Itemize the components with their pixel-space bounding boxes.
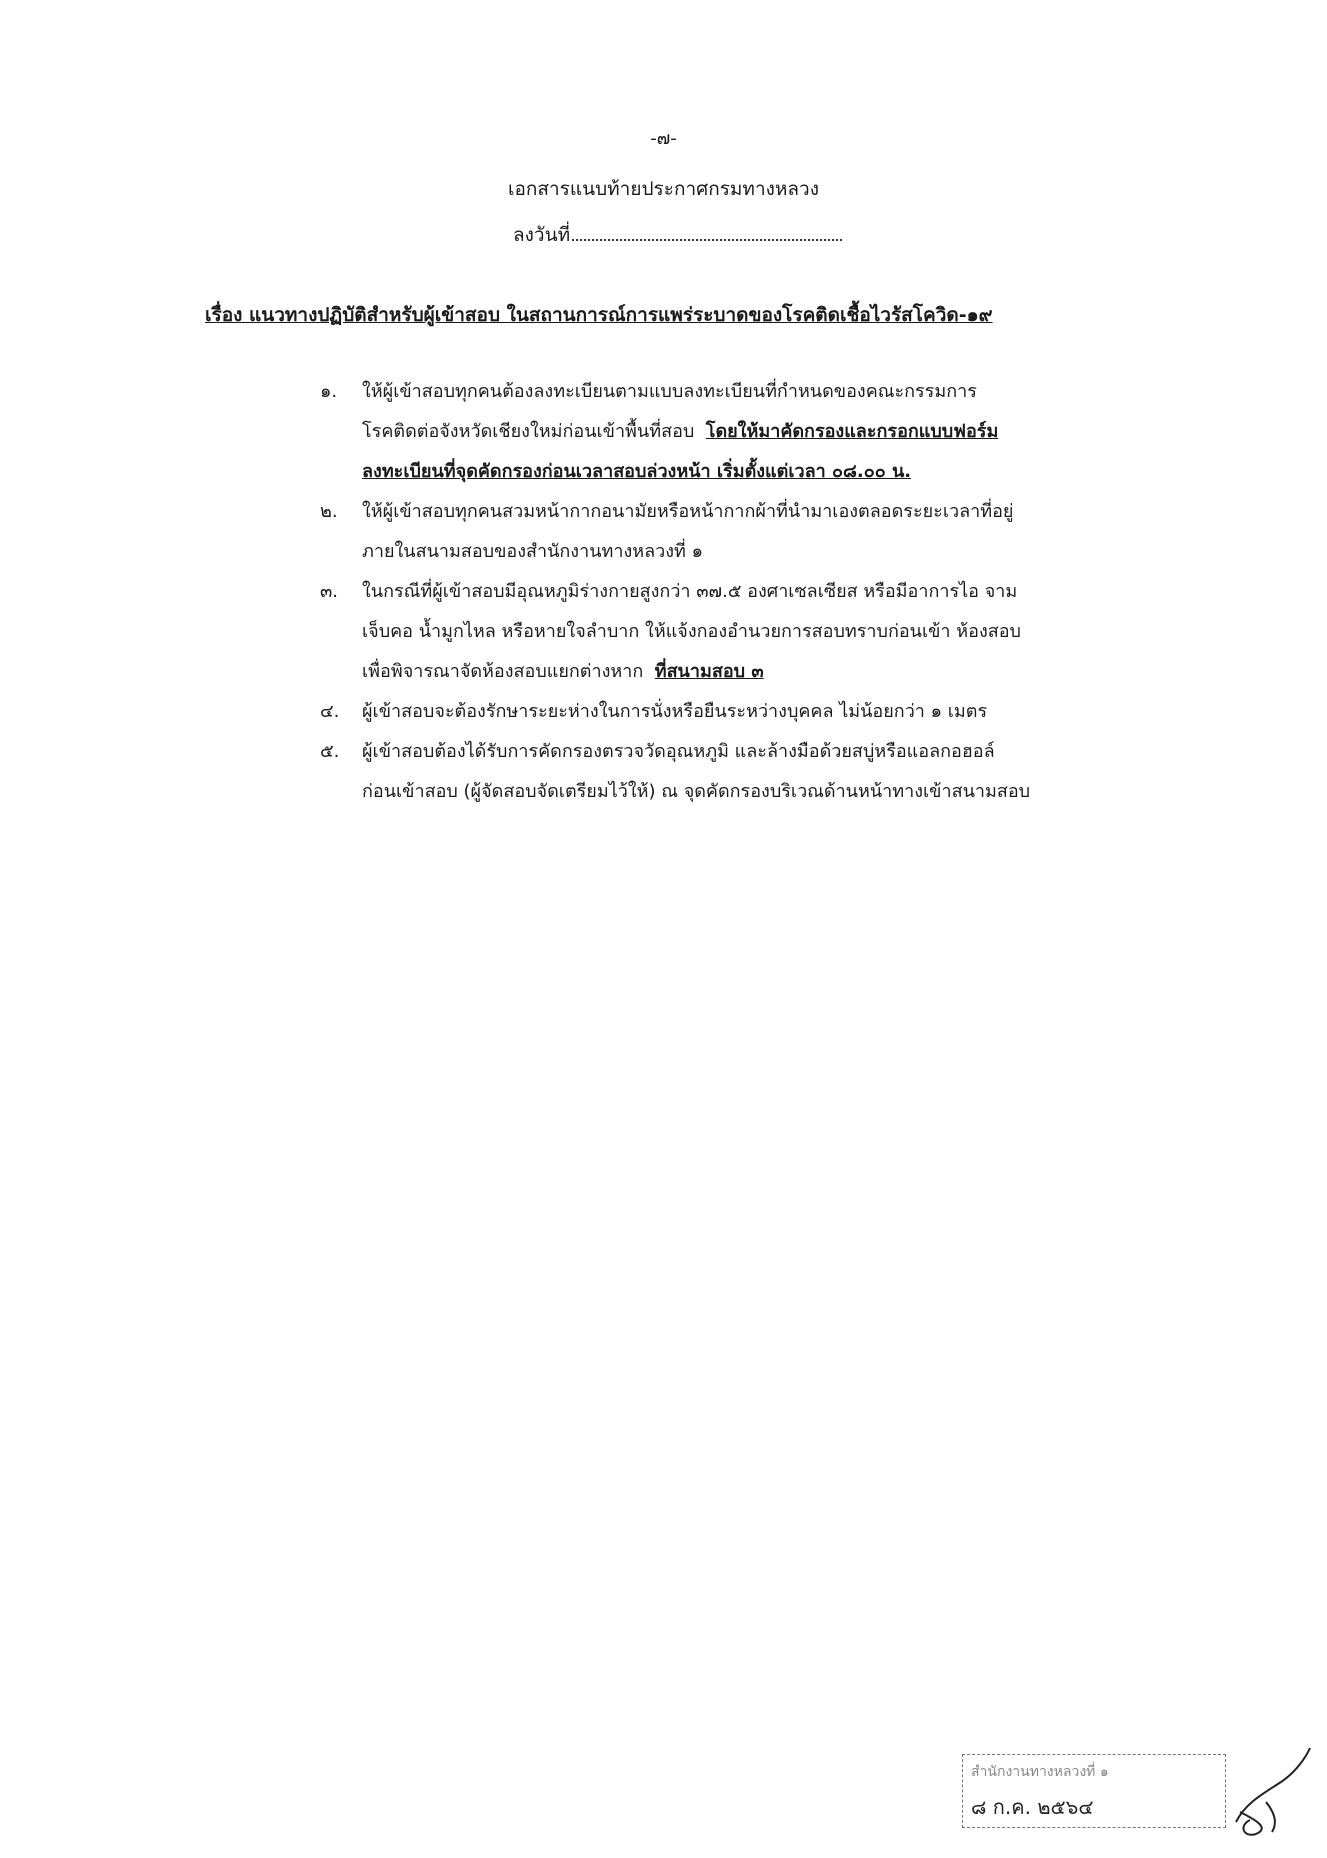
item-text: โรคติดต่อจังหวัดเชียงใหม่ก่อนเข้าพื้นที่สอบ: [362, 421, 695, 442]
item-number: ๒.: [320, 501, 338, 522]
received-stamp: [962, 1754, 1226, 1828]
item-number: ๓.: [320, 581, 339, 602]
item-line: ผู้เข้าสอบจะต้องรักษาระยะห่างในการนั่งหรือยืนระหว่างบุคคล ไม่น้อยกว่า ๑ เมตร: [362, 701, 988, 722]
date-label: ลงวันที่: [513, 224, 571, 246]
signature-mark: [1226, 1742, 1314, 1838]
page-number: -๗-: [650, 128, 677, 149]
item-emphasis: ลงทะเบียนที่จุดคัดกรองก่อนเวลาสอบล่วงหน้า เริ่มตั้งแต่เวลา ๐๘.๐๐ น.: [362, 461, 912, 482]
item-line: ให้ผู้เข้าสอบทุกคนต้องลงทะเบียนตามแบบลงทะเบียนที่กำหนดของคณะกรรมการ: [362, 381, 977, 402]
date-line: [513, 220, 842, 250]
item-line: ภายในสนามสอบของสำนักงานทางหลวงที่ ๑: [362, 541, 704, 562]
item-line: [362, 652, 1180, 692]
item-emphasis: โดยให้มาคัดกรองและกรอกแบบฟอร์ม: [705, 421, 999, 442]
item-line: [362, 412, 1180, 452]
item-number: ๔.: [320, 701, 340, 722]
item-line: เจ็บคอ น้ำมูกไหล หรือหายใจลำบาก ให้แจ้งกองอำนวยการสอบทราบก่อนเข้า ห้องสอบ: [362, 621, 1021, 642]
list-item: [320, 492, 1180, 572]
item-line: ผู้เข้าสอบต้องได้รับการคัดกรองตรวจวัดอุณหภูมิ และล้างมือด้วยสบู่หรือแอลกอฮอล์: [362, 741, 995, 762]
item-emphasis: ที่สนามสอบ ๓: [654, 661, 764, 682]
item-number: ๑.: [320, 381, 338, 402]
list-item: [320, 372, 1180, 492]
subject-title: เรื่อง แนวทางปฏิบัติสำหรับผู้เข้าสอบ ในสถานการณ์การแพร่ระบาดของโรคติดเชื้อไวรัสโควิด-๑๙: [205, 304, 993, 326]
item-number: ๕.: [320, 741, 340, 762]
item-line: ก่อนเข้าสอบ (ผู้จัดสอบจัดเตรียมไว้ให้) ณ จุดคัดกรองบริเวณด้านหน้าทางเข้าสนามสอบ: [362, 781, 1031, 802]
stamp-office-text: สำนักงานทางหลวงที่ ๑: [971, 1764, 1109, 1780]
guideline-list: [320, 372, 1180, 812]
list-item: [320, 572, 1180, 692]
item-line: ให้ผู้เข้าสอบทุกคนสวมหน้ากากอนามัยหรือหน้ากากผ้าที่นำมาเองตลอดระยะเวลาที่อยู่: [362, 501, 1014, 522]
attachment-heading: เอกสารแนบท้ายประกาศกรมทางหลวง: [507, 178, 820, 200]
list-item: [320, 692, 1180, 732]
item-text: เพื่อพิจารณาจัดห้องสอบแยกต่างหาก: [362, 661, 644, 682]
item-line: ในกรณีที่ผู้เข้าสอบมีอุณหภูมิร่างกายสูงกว่า ๓๗.๕ องศาเซลเซียส หรือมีอาการไอ จาม: [362, 581, 1018, 602]
date-blank-dotted-line: [572, 225, 842, 241]
list-item: [320, 732, 1180, 812]
stamp-date-text: ๘ ก.ค. ๒๕๖๔: [971, 1795, 1094, 1819]
